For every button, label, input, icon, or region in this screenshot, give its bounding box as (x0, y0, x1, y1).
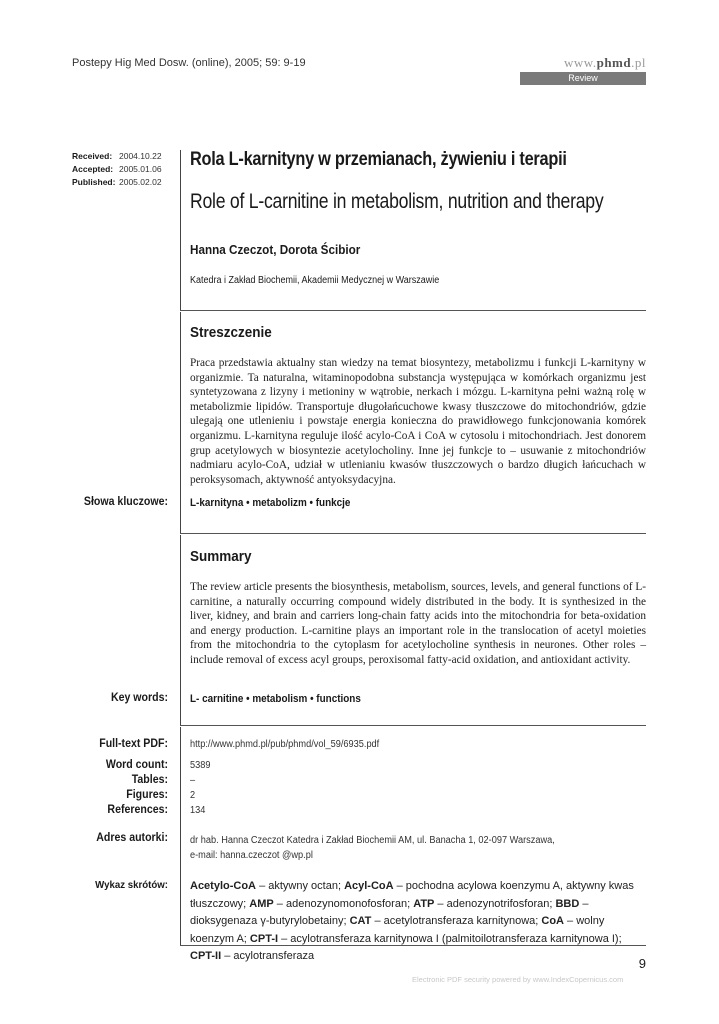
abbreviation-definition: – adenozynotrifosforan; (434, 897, 556, 910)
publication-dates (72, 150, 162, 189)
journal-website[interactable] (520, 55, 646, 71)
security-watermark: Electronic PDF security powered by www.IndexCopernicus.com (412, 975, 624, 984)
abbreviation-definition: – aktywny octan; (256, 880, 345, 892)
site-suffix: .pl (631, 55, 646, 70)
abbreviation-term: BBD (555, 897, 580, 910)
abbreviation-term: AMP (249, 897, 274, 910)
fulltext-label: Full-text PDF: (99, 738, 168, 750)
tables-value: – (190, 775, 196, 786)
column-divider (180, 312, 181, 534)
summary-heading: Summary (190, 548, 252, 565)
section-divider (180, 310, 646, 311)
column-divider (180, 535, 181, 725)
article-title-polish: Rola L-karnityny w przemianach, żywieniu i terapii (190, 149, 567, 170)
keywords-pl-label: Słowa kluczowe: (83, 496, 168, 508)
keywords-en-label: Key words: (110, 692, 168, 704)
abbreviation-definition: – wolny koenzym A; (190, 915, 605, 945)
word-count-value: 5389 (190, 760, 211, 771)
abbreviation-definition: – acylotransferaza (221, 950, 315, 962)
references-value: 134 (190, 805, 206, 816)
abbreviation-term: ATP (413, 897, 435, 910)
column-divider (180, 150, 181, 310)
address-label: Adres autorki: (96, 832, 168, 844)
author-email[interactable]: e-mail: hanna.czeczot @wp.pl (190, 850, 313, 861)
keywords-en: L- carnitine • metabolism • functions (190, 693, 361, 705)
references-label: References: (107, 804, 168, 816)
streszczenie-text: Praca przedstawia aktualny stan wiedzy na temat biosyntezy, metabolizmu i funkcji L-karnityny w organizmie. Ta naturalna, witaminopodobna substancja występująca w komórkach organizmu jest syntetyzowana z lizyny i metioniny w wątrobie, nerkach i mózgu. L-karnityna pełni ważną rolę w metabolizmie lipidów. Transportuje długołańcuchowe kwasy tłuszczowe do mitochondriów, gdzie ulegają one utlenieniu i powstaje energia konieczna do prawidłowego funkcjonowania komórek organizmu. L-karnityna reguluje ilość acylo-CoA i CoA w cytosolu i mitochondriach. Jest donorem grup acetylowych w biosyntezie acetylocholiny. Inne jej funkcje to – usuwanie z mitochondriów nadmiaru acylo-CoA, udział w utlenianiu kwasów tłuszczowych o bardzo długich łańcuchach w peroksysomach, aktywność antyoksydacyjna. (190, 357, 646, 486)
page-number: 9 (638, 956, 646, 971)
article-type-badge: Review (520, 72, 646, 85)
fulltext-link[interactable]: http://www.phmd.pl/pub/phmd/vol_59/6935.pdf (190, 739, 380, 750)
journal-reference: Postepy Hig Med Dosw. (online), 2005; 59: 9-19 (72, 57, 306, 69)
site-brand: phmd (596, 55, 632, 70)
author-address (190, 833, 555, 863)
section-divider (180, 725, 646, 726)
article-authors: Hanna Czeczot, Dorota Ścibior (190, 242, 361, 257)
figures-label: Figures: (126, 789, 168, 801)
received-date: Received: 2004.10.22 (72, 151, 162, 161)
site-prefix: www. (564, 55, 597, 70)
abbreviation-term: CoA (541, 915, 564, 927)
abbreviations-list (190, 878, 646, 966)
abbreviation-term: Acyl-CoA (344, 880, 394, 892)
abbreviation-term: CPT-II (190, 950, 222, 962)
figures-value: 2 (190, 790, 196, 801)
word-count-label: Word count: (105, 759, 168, 771)
abbreviation-definition: – dioksygenaza γ-butyrylobetainy; (190, 897, 589, 927)
stats-values (190, 758, 210, 818)
abbreviation-term: CAT (349, 915, 372, 927)
column-divider (180, 727, 181, 945)
address-line: dr hab. Hanna Czeczot Katedra i Zakład Biochemii AM, ul. Banacha 1, 02-097 Warszawa, (190, 835, 555, 846)
tables-label: Tables: (131, 774, 168, 786)
keywords-pl: L-karnityna • metabolizm • funkcje (190, 497, 351, 509)
author-affiliation: Katedra i Zakład Biochemii, Akademii Medycznej w Warszawie (190, 275, 440, 286)
abbreviation-definition: – acylotransferaza karnitynowa I (palmitoilotransferaza karnitynowa I); (278, 932, 622, 945)
stats-labels (50, 758, 168, 818)
accepted-date: Accepted: 2005.01.06 (72, 164, 162, 174)
abbreviation-definition: – pochodna acylowa koenzymu A, aktywny kwas tłuszczowy; (190, 880, 634, 910)
abbreviation-term: CPT-I (249, 932, 279, 945)
abbreviation-definition: – acetylotransferaza karnitynowa; (371, 915, 542, 927)
abbreviations-label: Wykaz skrótów: (95, 879, 168, 891)
abbreviation-definition: – adenozynomonofosforan; (273, 897, 414, 910)
streszczenie-heading: Streszczenie (190, 324, 272, 341)
abbreviation-term: Acetylo-CoA (190, 880, 257, 892)
section-divider (180, 533, 646, 534)
published-date: Published: 2005.02.02 (72, 177, 162, 187)
summary-text: The review article presents the biosynthesis, metabolism, sources, levels, and general functions of L-carnitine, a naturally occurring compound widely distributed in the body. It is synthesized in the liver, kidney, and brain and carriers long-chain fatty acids into the mitochondria for beta-oxidation and energy production. L-carnitine plays an important role in the translocation of acetyl moieties from the mitochondria to the cytoplasm for acetylocholine synthesis in neurones. Other roles – include removal of excess acyl groups, peroxisomal fatty-acid oxidation, and antioxidant activity. (190, 581, 646, 666)
article-title-english: Role of L-carnitine in metabolism, nutrition and therapy (190, 190, 604, 213)
